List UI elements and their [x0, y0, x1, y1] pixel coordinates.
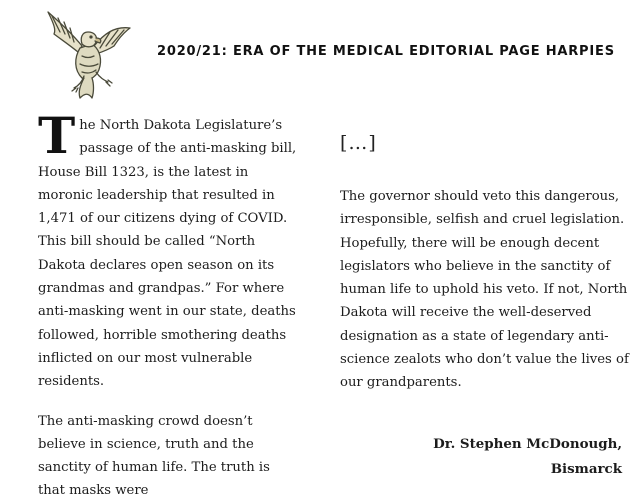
- page-title: 2020/21: ERA OF THE MEDICAL EDITORIAL PAGE HARPIES: [157, 44, 615, 59]
- signature-location: Bismarck: [550, 461, 622, 477]
- article-paragraph-3: The governor should veto this dangerous, irresponsible, selfish and cruel legislation. Hopefully, there will be enough decent legislators who believe in the sanctity of human life to uphold his veto. If not, North Dakota will receive the well-deserved designation as a state of legendary anti-science zealots who don’t value the lives of our grandparents.: [340, 189, 629, 391]
- article-paragraph-1: [38, 106, 300, 394]
- harpy-eagle-icon: [34, 6, 134, 102]
- omission-marker: […]: [340, 132, 377, 154]
- article-paragraph-2: The anti-masking crowd doesn’t believe in science, truth and the sanctity of human life. The truth is that masks were: [38, 413, 270, 499]
- signature-name: Dr. Stephen McDonough,: [433, 436, 622, 452]
- drop-cap: T: [38, 106, 76, 165]
- paragraph-1-text: he North Dakota Legislature’s passage of the anti-masking bill, House Bill 1323, is the latest in moronic leadership that resulted in 1,471 of our citizens dying of COVID. This bill should be called “North Dakota declares open season on its grandmas and grandpas.” For where anti-masking went in our state, deaths followed, horrible smothering deaths inflicted on our most vulnerable residents.: [38, 118, 297, 390]
- article-right-column: [340, 185, 630, 395]
- article-left-column: [38, 106, 300, 503]
- signature: [433, 432, 622, 482]
